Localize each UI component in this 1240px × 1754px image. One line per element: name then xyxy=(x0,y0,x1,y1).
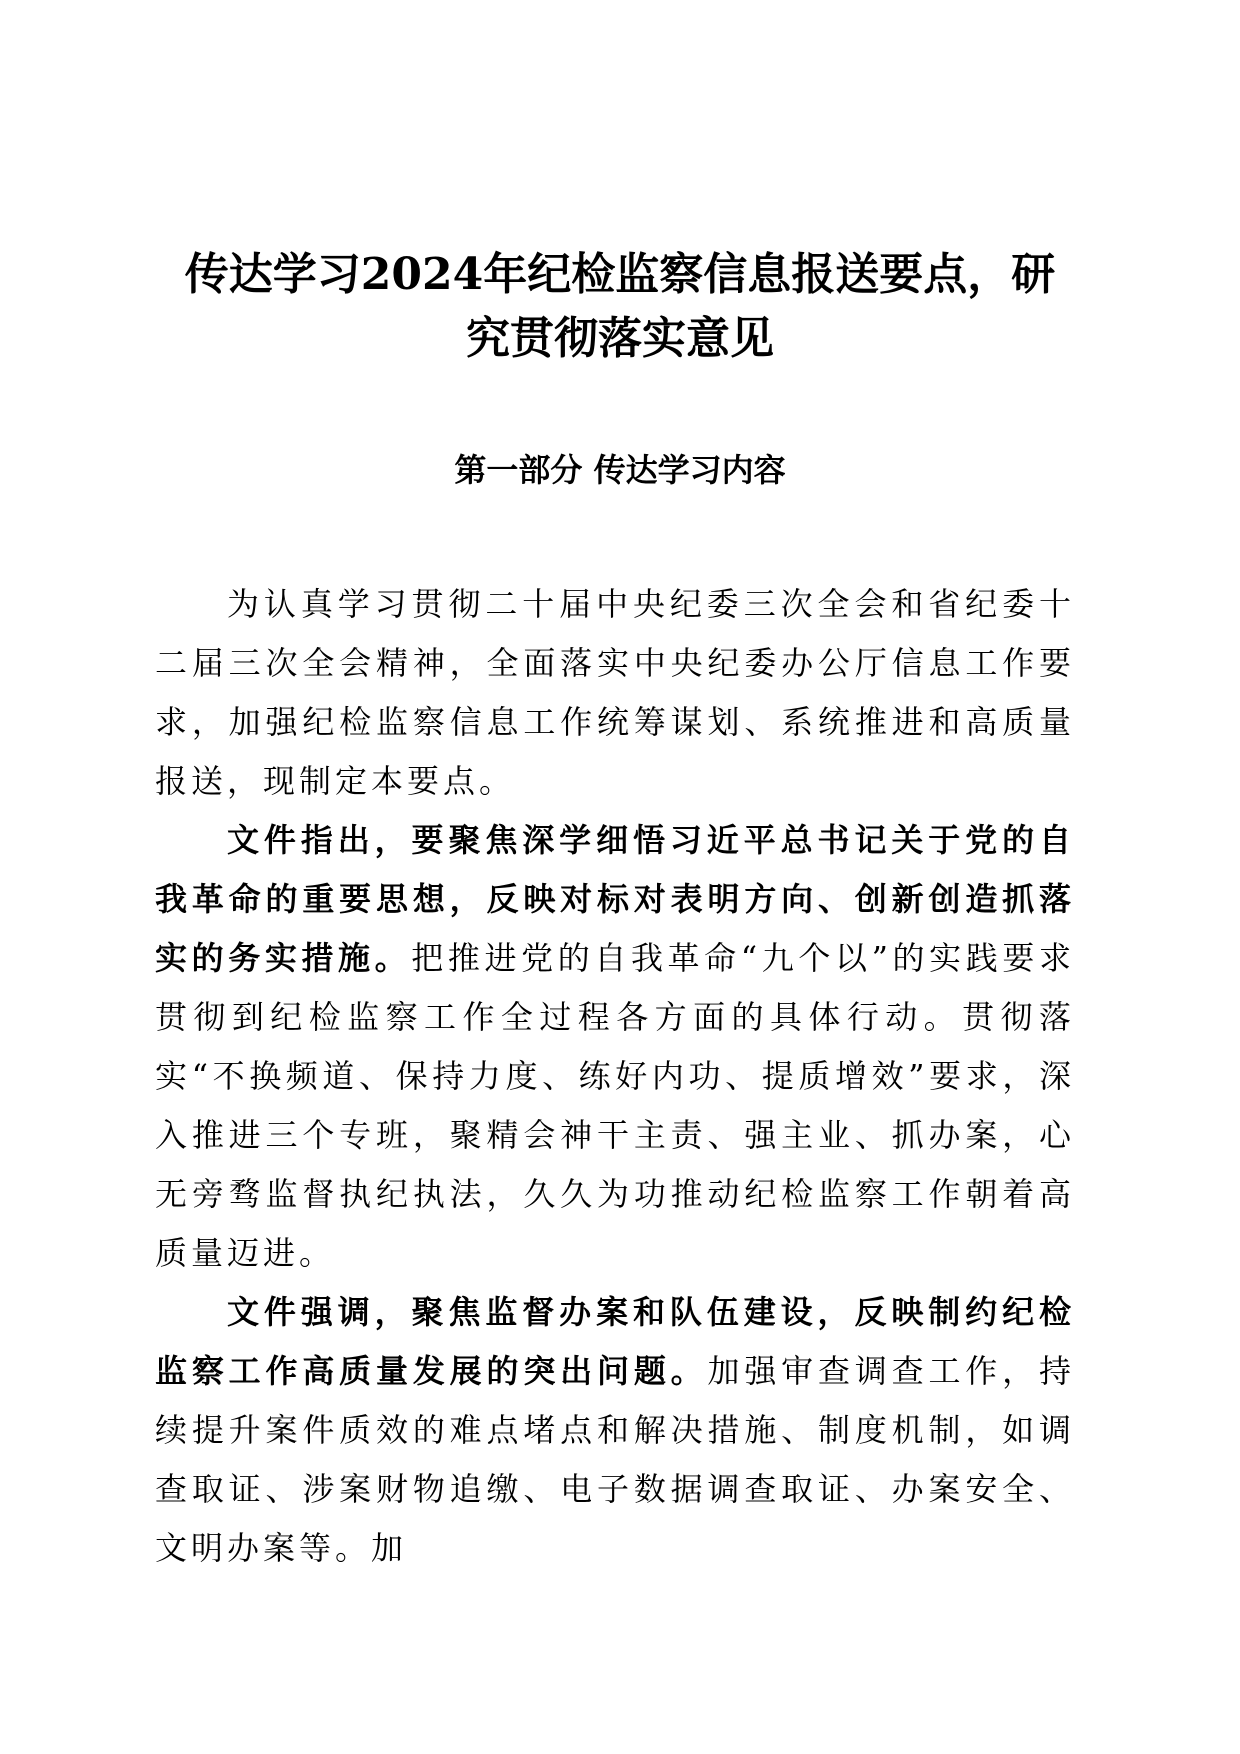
paragraph-1-text: 为认真学习贯彻二十届中央纪委三次全会和省纪委十二届三次全会精神，全面落实中央纪委办公厅信息工作要求，加强纪检监察信息工作统筹谋划、系统推进和高质量报送，现制定本要点。 xyxy=(155,585,1075,800)
paragraph-2 xyxy=(155,811,1075,1283)
document-title xyxy=(130,243,1110,371)
title-line-2: 究贯彻落实意见 xyxy=(466,313,774,364)
paragraph-3 xyxy=(155,1283,1075,1578)
paragraph-3-text: 加强审查调查工作，持续提升案件质效的难点堵点和解决措施、制度机制，如调查取证、涉案财物追缴、电子数据调查取证、办案安全、文明办案等。加 xyxy=(155,1352,1075,1567)
paragraph-3-bold-lead: 文件强调，聚焦监督办案和队伍建设，反映制约纪检监察工作高质量发展的突出问题。 xyxy=(155,1293,1075,1390)
title-line-1: 传达学习2024年纪检监察信息报送要点，研 xyxy=(184,249,1056,300)
section-heading: 第一部分 传达学习内容 xyxy=(454,451,786,489)
paragraph-2-bold-lead: 文件指出，要聚焦深学细悟习近平总书记关于党的自我革命的重要思想，反映对标对表明方向、创新创造抓落实的务实措施。 xyxy=(155,821,1075,977)
document-body xyxy=(155,575,1075,1578)
paragraph-1 xyxy=(155,575,1075,811)
paragraph-2-text: 把推进党的自我革命“九个以”的实践要求贯彻到纪检监察工作全过程各方面的具体行动。贯彻落实“不换频道、保持力度、练好内功、提质增效”要求，深入推进三个专班，聚精会神干主责、强主业、抓办案，心无旁骛监督执纪执法，久久为功推动纪检监察工作朝着高质量迈进。 xyxy=(155,939,1075,1272)
